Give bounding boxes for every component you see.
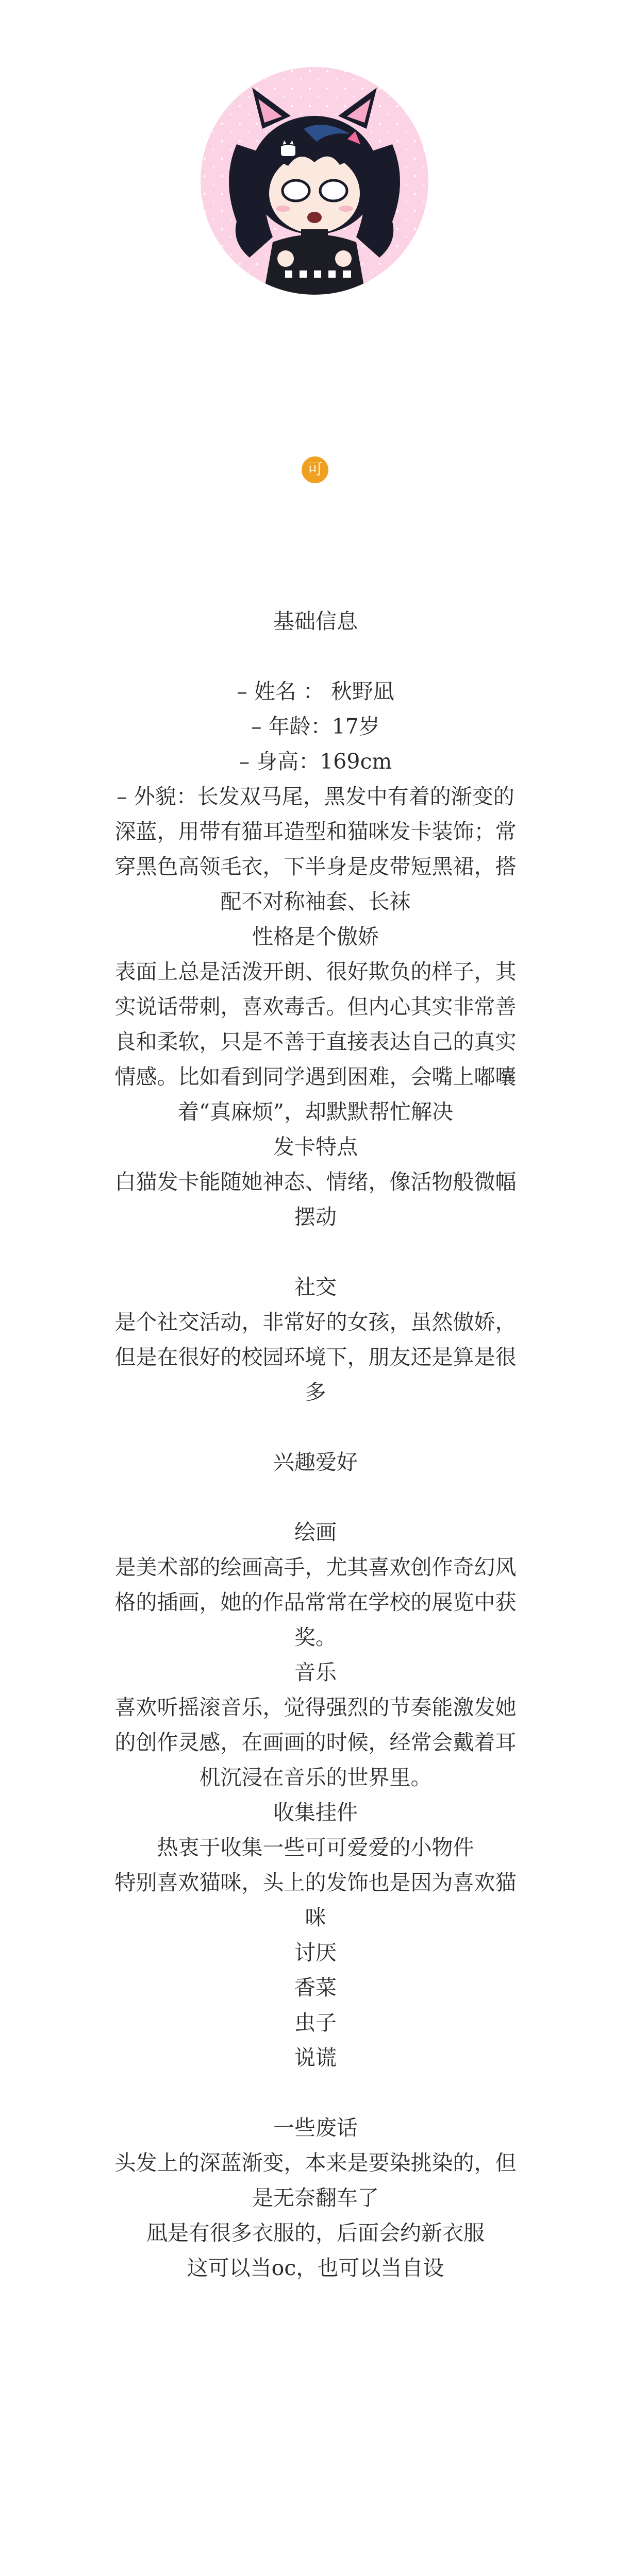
hairclip-line: 白猫发卡能随她神态、情绪，像活物般微幅 xyxy=(114,1170,517,1194)
appearance-line: 深蓝，用带有猫耳造型和猫咪发卡装饰；常 xyxy=(114,819,517,844)
painting-title: 绘画 xyxy=(294,1520,337,1545)
dislike-title: 讨厌 xyxy=(294,1940,337,1965)
chibi-character-icon xyxy=(201,67,428,295)
personality-line: 良和柔软，只是不善于直接表达自己的真实 xyxy=(114,1029,517,1054)
notes-line: 是无奈翻车了 xyxy=(252,2185,379,2210)
personality-title: 性格是个傲娇 xyxy=(252,924,379,949)
section-title-social: 社交 xyxy=(294,1275,337,1299)
painting-line: 奖。 xyxy=(294,1625,337,1650)
notes-line: 头发上的深蓝渐变，本来是要染挑染的，但 xyxy=(114,2150,517,2175)
section-title-hobbies: 兴趣爱好 xyxy=(273,1450,358,1475)
collect-line: 咪 xyxy=(305,1905,326,1930)
name-line: – 姓名 ： 秋野凪 xyxy=(237,679,394,704)
appearance-line: 穿黑色高领毛衣，下半身是皮带短黑裙，搭 xyxy=(114,854,517,879)
height-line: – 身高：169cm xyxy=(239,749,392,774)
music-line: 的创作灵感，在画画的时候，经常会戴着耳 xyxy=(114,1730,517,1755)
hairclip-line: 摆动 xyxy=(294,1205,337,1229)
notes-line: 这可以当oc，也可以当自设 xyxy=(187,2256,444,2280)
painting-line: 是美术部的绘画高手，尤其喜欢创作奇幻风 xyxy=(114,1555,517,1580)
appearance-line: 配不对称袖套、长袜 xyxy=(220,889,411,914)
social-line: 但是在很好的校园环境下，朋友还是算是很 xyxy=(114,1345,517,1369)
painting-line: 格的插画，她的作品常常在学校的展览中获 xyxy=(114,1590,517,1615)
music-title: 音乐 xyxy=(294,1660,337,1685)
music-line: 喜欢听摇滚音乐，觉得强烈的节奏能激发她 xyxy=(114,1695,517,1720)
section-title-basic: 基础信息 xyxy=(273,609,358,634)
character-avatar xyxy=(201,67,428,295)
hairclip-title: 发卡特点 xyxy=(273,1134,358,1159)
personality-line: 表面上总是活泼开朗、很好欺负的样子，其 xyxy=(114,959,517,984)
personality-line: 实说话带刺，喜欢毒舌。但内心其实非常善 xyxy=(114,994,517,1019)
orange-emblem-icon: 可 xyxy=(302,456,328,483)
age-line: – 年龄：17岁 xyxy=(251,714,380,739)
personality-line: 情感。比如看到同学遇到困难，会嘴上嘟囔 xyxy=(114,1064,517,1089)
social-line: 是个社交活动，非常好的女孩，虽然傲娇， xyxy=(114,1310,517,1334)
notes-line: 凪是有很多衣服的，后面会约新衣服 xyxy=(146,2221,485,2245)
appearance-line: – 外貌：长发双马尾，黑发中有着的渐变的 xyxy=(117,784,514,809)
dislike-item: 说谎 xyxy=(294,2045,337,2070)
social-line: 多 xyxy=(305,1380,326,1404)
collect-line: 特别喜欢猫咪，头上的发饰也是因为喜欢猫 xyxy=(114,1870,517,1895)
music-line: 机沉浸在音乐的世界里。 xyxy=(199,1765,432,1790)
collect-line: 热衷于收集一些可可爱爱的小物件 xyxy=(157,1835,474,1860)
section-title-notes: 一些废话 xyxy=(273,2115,358,2140)
dislike-item: 虫子 xyxy=(294,2010,337,2035)
dislike-item: 香菜 xyxy=(294,1975,337,2000)
profile-article xyxy=(82,604,549,2285)
collect-title: 收集挂件 xyxy=(273,1800,358,1825)
personality-line: 着“真麻烦”，却默默帮忙解决 xyxy=(178,1099,453,1124)
